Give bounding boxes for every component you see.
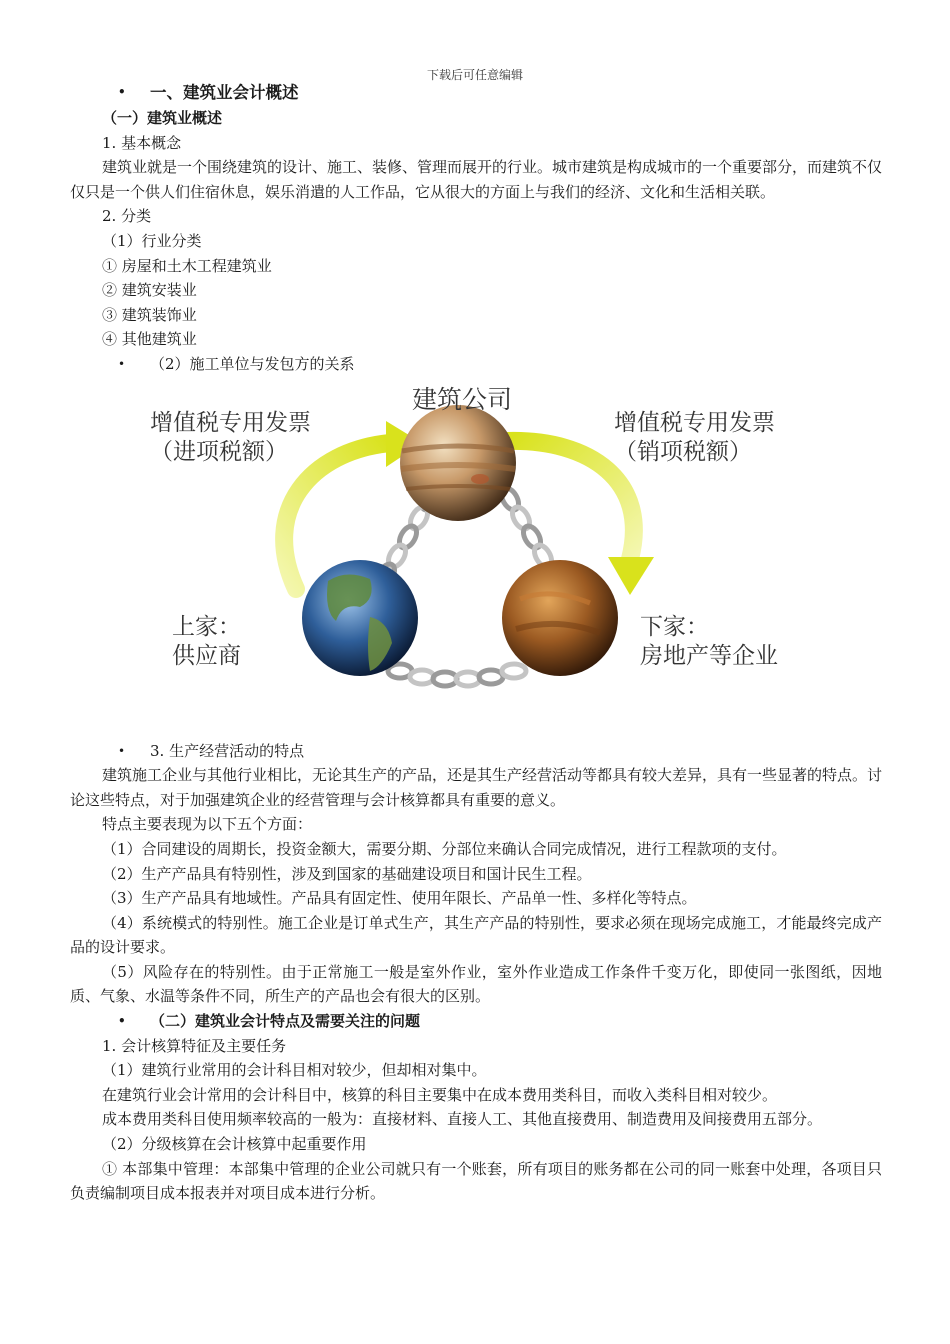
center-label: 建筑公司: [412, 384, 513, 414]
venus-planet-icon: [502, 560, 618, 676]
paragraph-cost-accounts: 成本费用类科目使用频率较高的一般为：直接材料、直接人工、其他直接费用、制造费用及间接费用五部分。: [102, 1110, 823, 1129]
category-item: ④ 其他建筑业: [102, 330, 197, 349]
industry-classification-title: （1）行业分类: [102, 231, 202, 250]
subsection1-title: （一）建筑业概述: [102, 109, 223, 127]
feature-item: （5）风险存在的特别性。由于正常施工一般是室外作业，室外作业造成工作条件千变万化，即使同一张图纸，因地质、气象、水温等条件不同，所生产的产品也会有很大的区别。: [70, 962, 882, 1006]
item2-title: 2. 分类: [102, 207, 152, 226]
category-item: ③ 建筑装饰业: [102, 305, 197, 324]
upstream-label-line1: 上家：: [172, 613, 241, 640]
item1-title: 1. 基本概念: [102, 133, 182, 152]
section2-heading: [70, 1009, 882, 1034]
bullet-icon: •: [118, 1014, 126, 1029]
right-invoice-label-line1: 增值税专用发票: [614, 409, 775, 436]
feature-item: （1）合同建设的周期长，投资金额大，需要分期、分部位来确认合同完成情况，进行工程款项的支付。: [102, 839, 787, 858]
feature-item: （3）生产产品具有地域性。产品具有固定性、使用年限长、产品单一性、多样化等特点。: [102, 889, 697, 908]
feature-item: （2）生产产品具有特别性，涉及到国家的基础建设项目和国计民生工程。: [102, 864, 592, 883]
bullet-icon: •: [118, 356, 126, 371]
section2-title: （二）建筑业会计特点及需要关注的问题: [150, 1012, 421, 1031]
paragraph-accounts-concentration: 在建筑行业会计常用的会计科目中，核算的科目主要集中在成本费用类科目，而收入类科目相对较少。: [102, 1085, 778, 1104]
upstream-label-line2: 供应商: [172, 642, 241, 669]
paragraph-features-intro: 建筑施工企业与其他行业相比，无论其生产的产品，还是其生产经营活动等都具有较大差异，具有一些显著的特点。讨论这些特点，对于加强建筑企业的经营管理与会计核算都具有重要的意义。: [70, 766, 883, 809]
downstream-label-line2: 房地产等企业: [640, 642, 778, 669]
jupiter-planet-icon: [400, 405, 516, 521]
downstream-label-line1: 下家：: [640, 613, 709, 640]
bullet-icon: •: [118, 743, 126, 758]
accounting-point1: （1）建筑行业常用的会计科目相对较少，但却相对集中。: [102, 1061, 487, 1080]
paragraph-basic-concept: 建筑业就是一个围绕建筑的设计、施工、装修、管理而展开的行业。城市建筑是构成城市的一个重要部分，而建筑不仅仅只是一个供人们住宿休息，娱乐消遣的人工作品，它从很大的方面上与我们的经济、文化和生活相关联。: [70, 158, 883, 201]
category-item: ② 建筑安装业: [102, 281, 197, 300]
relation-title: （2）施工单位与发包方的关系: [150, 354, 355, 373]
paragraph-centralized-management: ① 本部集中管理：本部集中管理的企业公司就只有一个账套，所有项目的账务都在公司的同一账套中处理，各项目只负责编制项目成本报表并对项目成本进行分析。: [70, 1159, 882, 1203]
section1-title: 一、建筑业会计概述: [150, 83, 299, 102]
header-note: 下载后可任意编辑: [426, 68, 523, 82]
relation-heading: [70, 352, 882, 377]
section3-title: 3. 生产经营活动的特点: [150, 741, 305, 760]
section1-heading: [70, 80, 882, 106]
paragraph-features-summary: 特点主要表现为以下五个方面：: [102, 815, 313, 834]
section3-heading: [70, 739, 882, 764]
earth-planet-icon: [302, 560, 418, 676]
right-invoice-label-line2: （销项税额）: [614, 438, 752, 465]
relationship-diagram: [70, 381, 882, 731]
category-item: ① 房屋和土木工程建筑业: [102, 256, 272, 275]
accounting-point2: （2）分级核算在会计核算中起重要作用: [102, 1135, 367, 1154]
left-invoice-label-line2: （进项税额）: [150, 438, 288, 465]
left-invoice-label-line1: 增值税专用发票: [150, 409, 311, 436]
document-page: [70, 80, 882, 1206]
accounting-item1-title: 1. 会计核算特征及主要任务: [102, 1036, 287, 1055]
bullet-icon: •: [118, 85, 126, 99]
feature-item: （4）系统模式的特别性。施工企业是订单式生产，其生产产品的特别性，要求必须在现场完成施工，才能最终完成产品的设计要求。: [70, 913, 882, 957]
